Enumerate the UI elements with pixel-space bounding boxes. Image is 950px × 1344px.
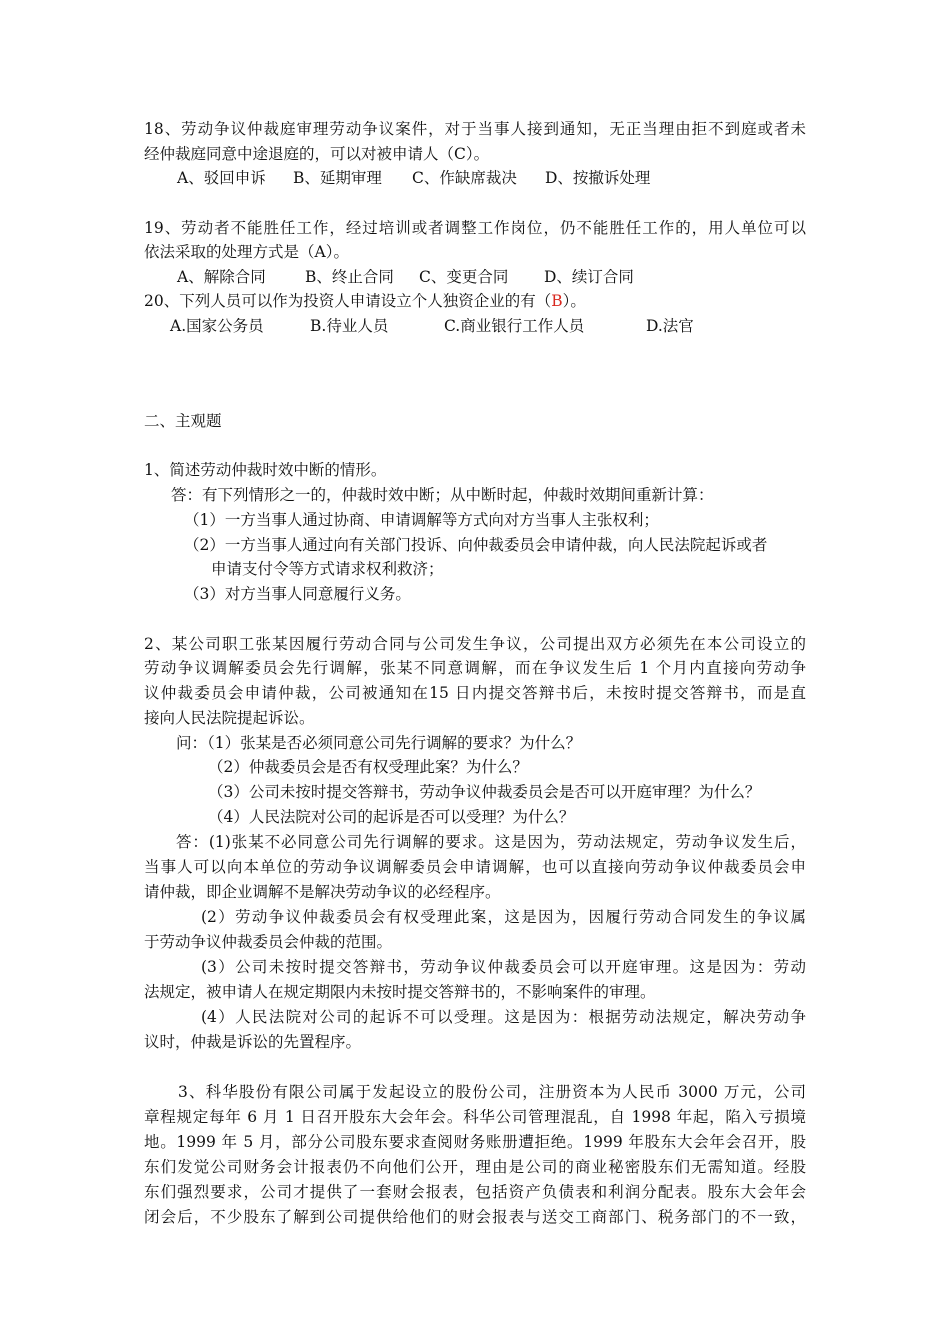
s2-answer-1-line: 答：(1)张某不必同意公司先行调解的要求。这是因为，劳动法规定，劳动争议发生后， <box>176 833 806 851</box>
q20-stem <box>144 289 586 314</box>
s2-answer-2-line: 于劳动争议仲裁委员会仲裁的范围。 <box>144 933 393 951</box>
s3-para-line: 东们强烈要求，公司才提供了一套财会报表，包括资产负债表和利润分配表。股东大会年会 <box>144 1183 806 1201</box>
q19-option-d: D、续订合同 <box>544 268 634 286</box>
q20-option-c: C.商业银行工作人员 <box>444 317 585 335</box>
q19-option-a: A、解除合同 <box>177 268 266 286</box>
q19-stem-line-2: 依法采取的处理方式是（A）。 <box>144 243 349 261</box>
q18-stem-line-2: 经仲裁庭同意中途退庭的，可以对被申请人（C）。 <box>144 145 490 163</box>
s2-para-line: 劳动争议调解委员会先行调解，张某不同意调解，而在争议发生后 1 个月内直接向劳动争 <box>144 659 806 677</box>
s2-answer-4-line: 议时，仲裁是诉讼的先置程序。 <box>144 1033 362 1051</box>
q20-option-a: A.国家公务员 <box>170 317 264 335</box>
s3-para-line: 闭会后，不少股东了解到公司提供给他们的财会报表与送交工商部门、税务部门的不一致， <box>144 1208 806 1226</box>
s1-answer-item-2-line-2: 申请支付令等方式请求权利救济； <box>211 560 444 578</box>
s2-para-line: 2、某公司职工张某因履行劳动合同与公司发生争议，公司提出双方必须先在本公司设立的 <box>144 635 806 653</box>
q18-option-d: D、按撤诉处理 <box>545 169 651 187</box>
q19-option-b: B、终止合同 <box>305 268 394 286</box>
q19-stem-line-1: 19、劳动者不能胜任工作，经过培训或者调整工作岗位，仍不能胜任工作的，用人单位可以 <box>144 219 806 237</box>
q20-option-b: B.待业人员 <box>310 317 389 335</box>
q20-option-d: D.法官 <box>646 317 694 335</box>
s2-ask-4: （4）人民法院对公司的起诉是否可以受理？为什么？ <box>208 808 575 826</box>
s2-ask-3: （3）公司未按时提交答辩书，劳动争议仲裁委员会是否可以开庭审理？为什么？ <box>208 783 761 801</box>
s1-answer-item-2-line-1: （2）一方当事人通过向有关部门投诉、向仲裁委员会申请仲裁，向人民法院起诉或者 <box>184 536 768 554</box>
q18-option-c: C、作缺席裁决 <box>412 169 517 187</box>
s1-answer-item-3: （3）对方当事人同意履行义务。 <box>184 585 411 603</box>
q18-stem-line-1: 18、劳动争议仲裁庭审理劳动争议案件，对于当事人接到通知，无正当理由拒不到庭或者未 <box>144 120 806 138</box>
s1-answer-intro: 答：有下列情形之一的，仲裁时效中断；从中断时起，仲裁时效期间重新计算： <box>171 486 714 504</box>
s2-answer-1-line: 请仲裁，即企业调解不是解决劳动争议的必经程序。 <box>144 883 501 901</box>
s2-answer-3-line: (3）公司未按时提交答辩书，劳动争议仲裁委员会可以开庭审理。这是因为：劳动 <box>201 958 806 976</box>
s2-answer-4-line: (4）人民法院对公司的起诉不可以受理。这是因为：根据劳动法规定，解决劳动争 <box>201 1008 806 1026</box>
s3-para-line: 东们发觉公司财务会计报表仍不向他们公开，理由是公司的商业秘密股东们无需知道。经股 <box>144 1158 806 1176</box>
s2-answer-3-line: 法规定，被申请人在规定期限内未按时提交答辩书的，不影响案件的审理。 <box>144 983 656 1001</box>
s2-ask-1: 问：（1）张某是否必须同意公司先行调解的要求？为什么？ <box>176 734 582 752</box>
s2-para-line: 接向人民法院提起诉讼。 <box>144 709 315 727</box>
s3-para-line: 3、科华股份有限公司属于发起设立的股份公司，注册资本为人民币 3000 万元，公司 <box>178 1083 806 1101</box>
s2-para-line: 议仲裁委员会申请仲裁，公司被通知在15 日内提交答辩书后，未按时提交答辩书，而是直 <box>144 684 806 702</box>
s1-question: 1、简述劳动仲裁时效中断的情形。 <box>144 461 387 479</box>
section-heading: 二、主观题 <box>144 412 222 430</box>
q19-option-c: C、变更合同 <box>419 268 509 286</box>
s3-para-line: 章程规定每年 6 月 1 日召开股东大会年会。科华公司管理混乱，自 1998 年起，陷入亏损境 <box>144 1108 806 1126</box>
s3-para-line: 地。1999 年 5 月，部分公司股东要求查阅财务账册遭拒绝。1999 年股东大会年会召开，股 <box>144 1133 806 1151</box>
q20-stem-suffix: ）。 <box>562 292 586 310</box>
s1-answer-item-1: （1）一方当事人通过协商、申请调解等方式向对方当事人主张权利； <box>184 511 659 529</box>
q20-answer: B <box>551 292 563 310</box>
s2-answer-2-line: (2）劳动争议仲裁委员会有权受理此案，这是因为，因履行劳动合同发生的争议属 <box>201 908 806 926</box>
q18-option-b: B、延期审理 <box>293 169 382 187</box>
q18-option-a: A、驳回申诉 <box>177 169 266 187</box>
q20-stem-prefix: 20、下列人员可以作为投资人申请设立个人独资企业的有（ <box>144 292 552 310</box>
s2-answer-1-line: 当事人可以向本单位的劳动争议调解委员会申请调解，也可以直接向劳动争议仲裁委员会申 <box>144 858 806 876</box>
s2-ask-2: （2）仲裁委员会是否有权受理此案？为什么？ <box>208 758 528 776</box>
